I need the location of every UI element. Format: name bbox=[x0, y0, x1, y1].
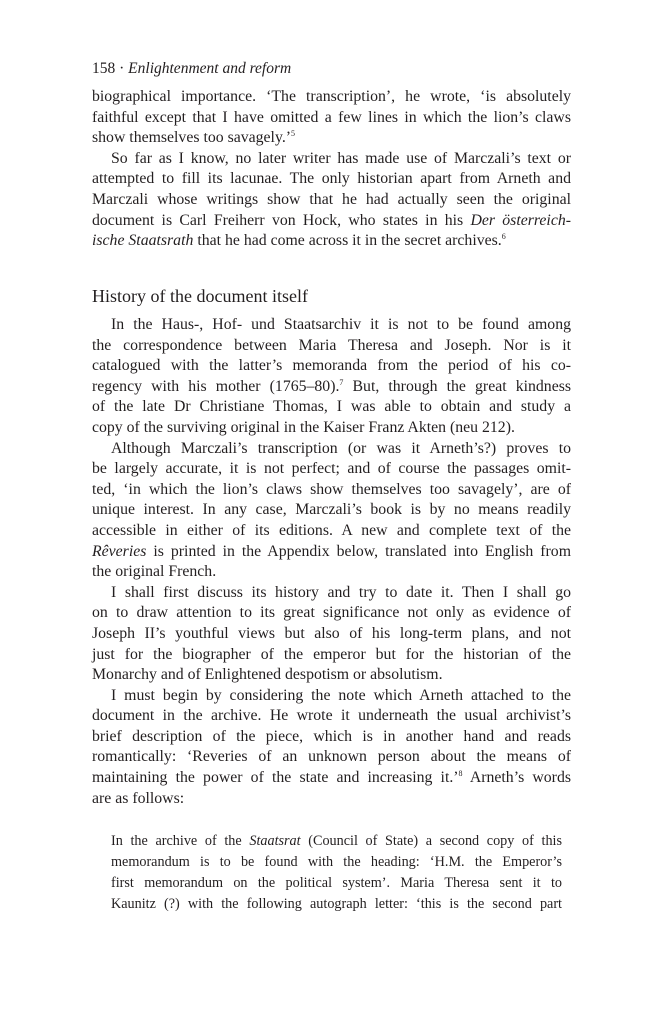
italic-text: Rêveries bbox=[92, 542, 147, 560]
text-run: memorandum is to be found with the heading: ‘H.M. the Emperor’s bbox=[111, 854, 562, 870]
text-run: just for the biographer of the emperor but for the historian of the bbox=[92, 645, 571, 663]
text-line bbox=[92, 211, 571, 232]
text-line bbox=[92, 377, 571, 398]
text-line bbox=[92, 149, 571, 170]
text-line bbox=[92, 603, 571, 624]
text-run: regency with his mother (1765–80). bbox=[92, 377, 340, 395]
footnote-marker: 5 bbox=[291, 129, 296, 139]
text-run: I must begin by considering the note which Arneth attached to the bbox=[111, 686, 571, 704]
text-run: biographical importance. ‘The transcription’, he wrote, ‘is absolutely bbox=[92, 88, 571, 105]
running-head-separator: · bbox=[119, 60, 125, 77]
text-run: romantically: ‘Reveries of an unknown person about the means of bbox=[92, 748, 571, 766]
text-line bbox=[92, 231, 571, 252]
text-run: attempted to fill its lacunae. The only historian apart from Arneth and bbox=[92, 170, 571, 188]
running-head bbox=[92, 59, 291, 79]
text-line bbox=[92, 706, 571, 727]
text-line bbox=[92, 108, 571, 129]
text-line bbox=[92, 87, 571, 108]
text-line bbox=[92, 480, 571, 501]
text-line bbox=[92, 727, 571, 748]
page-number: 158 bbox=[92, 60, 116, 77]
text-run: are as follows: bbox=[92, 789, 185, 807]
text-run: In the archive of the bbox=[111, 833, 250, 849]
text-line bbox=[92, 645, 571, 666]
text-run: Arneth’s words bbox=[462, 769, 571, 787]
text-run: that he had come across it in the secret archives. bbox=[193, 232, 502, 250]
text-line bbox=[92, 459, 571, 480]
text-run: But, through the great kindness bbox=[343, 377, 571, 395]
quote-line bbox=[111, 831, 562, 852]
italic-text: ische Staatsrath bbox=[92, 232, 194, 250]
section-heading: History of the document itself bbox=[92, 286, 308, 306]
text-run: (Council of State) a second copy of this bbox=[300, 833, 563, 849]
text-run: the correspondence between Maria Theresa and Joseph. Nor is it bbox=[92, 336, 571, 354]
text-run: Marczali whose writings show that he had actually seen the original bbox=[92, 190, 571, 208]
text-line bbox=[92, 542, 571, 563]
text-line bbox=[92, 356, 571, 377]
quote-line bbox=[111, 873, 562, 894]
block-quote bbox=[111, 831, 562, 915]
body-text-block-1 bbox=[92, 87, 571, 252]
text-run: maintaining the power of the state and increasing it.’ bbox=[92, 769, 459, 787]
text-run: is printed in the Appendix below, translated into English from bbox=[146, 542, 571, 560]
text-line bbox=[92, 315, 571, 336]
text-line bbox=[92, 397, 571, 418]
text-run: Although Marczali’s transcription (or was it Arneth’s?) proves to bbox=[111, 439, 571, 457]
body-text-block-2 bbox=[92, 315, 571, 809]
italic-text: Staatsrat bbox=[249, 833, 301, 849]
text-line bbox=[92, 439, 571, 460]
text-run: first memorandum on the political system’. Maria Theresa sent it to bbox=[111, 875, 562, 891]
text-run: faithful except that I have omitted a few lines in which the lion’s claws bbox=[92, 108, 571, 126]
text-run: brief description of the piece, which is in another hand and reads bbox=[92, 727, 571, 745]
text-run: copy of the surviving original in the Kaiser Franz Akten (neu 212). bbox=[92, 418, 515, 436]
text-run: ted, ‘in which the lion’s claws show themselves too savagely’, are of bbox=[92, 480, 571, 498]
text-run: So far as I know, no later writer has made use of Marczali’s text or bbox=[111, 149, 571, 167]
text-line bbox=[92, 190, 571, 211]
text-line bbox=[92, 665, 571, 686]
text-run: I shall first discuss its history and try to date it. Then I shall go bbox=[111, 583, 571, 601]
text-line bbox=[92, 500, 571, 521]
quote-line bbox=[111, 852, 562, 873]
quote-line bbox=[111, 894, 562, 915]
text-run: of the late Dr Christiane Thomas, I was able to obtain and study a bbox=[92, 398, 571, 416]
text-line bbox=[92, 686, 571, 707]
text-run: document is Carl Freiherr von Hock, who states in his bbox=[92, 211, 471, 229]
text-run: Kaunitz (?) with the following autograph letter: ‘this is the second part bbox=[111, 896, 562, 912]
text-line bbox=[92, 747, 571, 768]
footnote-marker: 8 bbox=[458, 769, 463, 779]
italic-text: Der österreich- bbox=[470, 211, 571, 229]
text-run: on to draw attention to its great significance not only as evidence of bbox=[92, 604, 571, 622]
running-head-title: Enlightenment and reform bbox=[128, 60, 292, 77]
text-line bbox=[92, 768, 571, 789]
text-run: show themselves too savagely.’ bbox=[92, 129, 292, 147]
text-run: In the Haus-, Hof- und Staatsarchiv it is not to be found among bbox=[111, 316, 571, 333]
text-run: the original French. bbox=[92, 563, 217, 581]
text-line bbox=[92, 521, 571, 542]
text-line bbox=[92, 169, 571, 190]
text-line bbox=[92, 336, 571, 357]
text-run: accessible in either of its editions. A new and complete text of the bbox=[92, 521, 571, 539]
text-line bbox=[92, 789, 571, 810]
text-run: document in the archive. He wrote it underneath the usual archivist’s bbox=[92, 707, 571, 725]
text-line bbox=[92, 624, 571, 645]
text-line bbox=[92, 128, 571, 149]
text-run: Monarchy and of Enlightened despotism or absolutism. bbox=[92, 666, 443, 684]
footnote-marker: 6 bbox=[501, 232, 506, 242]
footnote-marker: 7 bbox=[339, 377, 344, 387]
text-run: unique interest. In any case, Marczali’s book is by no means readily bbox=[92, 501, 571, 519]
text-run: catalogued with the latter’s memoranda from the period of his co- bbox=[92, 357, 571, 375]
text-line bbox=[92, 562, 571, 583]
text-line bbox=[92, 418, 571, 439]
text-line bbox=[92, 583, 571, 604]
text-run: Joseph II’s youthful views but also of his long-term plans, and not bbox=[92, 624, 571, 642]
text-run: be largely accurate, it is not perfect; and of course the passages omit- bbox=[92, 460, 571, 478]
